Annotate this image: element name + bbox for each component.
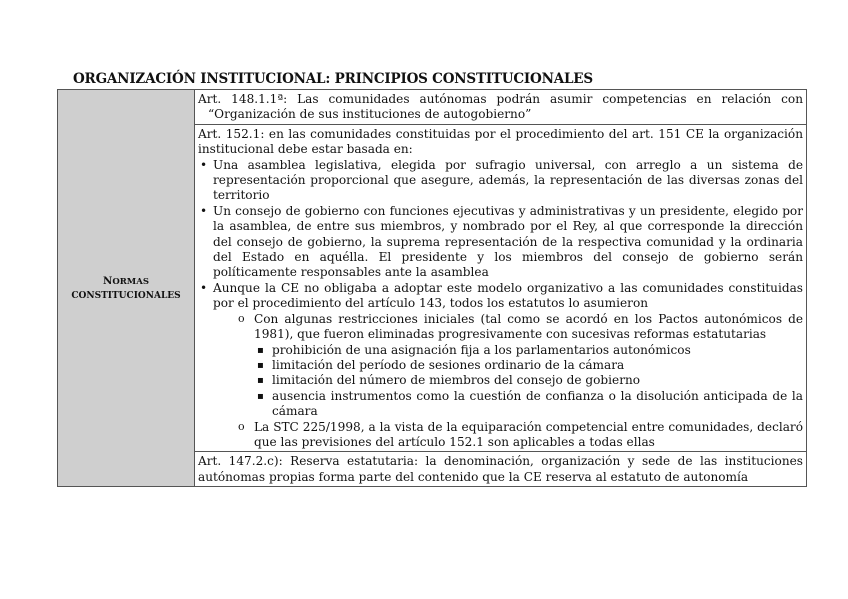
row1-cell bbox=[195, 90, 807, 125]
list-item bbox=[234, 312, 803, 420]
list-item: ▪ prohibición de una asignación fija a los parlamentarios autonómicos bbox=[254, 343, 803, 358]
sub-list bbox=[213, 312, 803, 451]
list-item: • Una asamblea legislativa, elegida por sufragio universal, con arreglo a un sistema de representación proporcional que asegure, además, la representación de las diversas zonas del territorio bbox=[198, 158, 803, 204]
list-item: ▪ limitación del número de miembros del consejo de gobierno bbox=[254, 373, 803, 388]
row-label-line2: CONSTITUCIONALES bbox=[71, 291, 181, 302]
row3-text: Art. 147.2.c): Reserva estatutaria: la denominación, organización y sede de las instituciones autónomas propias forma parte del contenido que la CE reserva al estatuto de autonomía bbox=[198, 454, 803, 484]
row2-cell bbox=[195, 124, 807, 452]
bullet-list bbox=[198, 158, 803, 451]
subsub-list bbox=[254, 343, 803, 420]
norms-table bbox=[57, 89, 807, 487]
list-item: • Un consejo de gobierno con funciones ejecutivas y administrativas y un presidente, elegido por la asamblea, de entre sus miembros, y nombrado por el Rey, al que corresponde la dirección del consejo de gobierno, la suprema representación de la respectiva comunidad y la ordinaria del Estado en aquélla. El presidente y los miembros del consejo de gobierno serán políticamente responsables ante la asamblea bbox=[198, 204, 803, 281]
row1-line1: Art. 148.1.1ª: Las comunidades autónomas podrán asumir competencias en relación con bbox=[198, 92, 803, 106]
list-item bbox=[198, 281, 803, 450]
sub1-text: o Con algunas restricciones iniciales (tal como se acordó en los Pactos autonómicos de 1981), que fueron eliminadas progresivamente con sucesivas reformas estatutarias bbox=[254, 311, 803, 342]
table-row bbox=[58, 90, 807, 125]
row-label-line1: NORMAS bbox=[103, 275, 149, 288]
page-title: ORGANIZACIÓN INSTITUCIONAL: PRINCIPIOS CONSTITUCIONALES bbox=[73, 71, 593, 87]
row1-line2: “Organización de sus instituciones de autogobierno” bbox=[208, 107, 532, 122]
bullet3-text: • Aunque la CE no obligaba a adoptar este modelo organizativo a las comunidades constituidas por el procedimiento del artículo 143, todos los estatutos lo asumieron bbox=[213, 280, 803, 311]
list-item: o La STC 225/1998, a la vista de la equiparación competencial entre comunidades, declaró que las previsiones del artículo 152.1 son aplicables a todas ellas bbox=[234, 420, 803, 451]
row3-cell bbox=[195, 452, 807, 487]
row2-intro: Art. 152.1: en las comunidades constituidas por el procedimiento del art. 151 CE la organización institucional debe estar basada en: bbox=[198, 126, 803, 157]
list-item: ▪ limitación del período de sesiones ordinario de la cámara bbox=[254, 358, 803, 373]
list-item: ▪ ausencia instrumentos como la cuestión de confianza o la disolución anticipada de la cámara bbox=[254, 389, 803, 420]
row-label-cell bbox=[58, 90, 195, 487]
